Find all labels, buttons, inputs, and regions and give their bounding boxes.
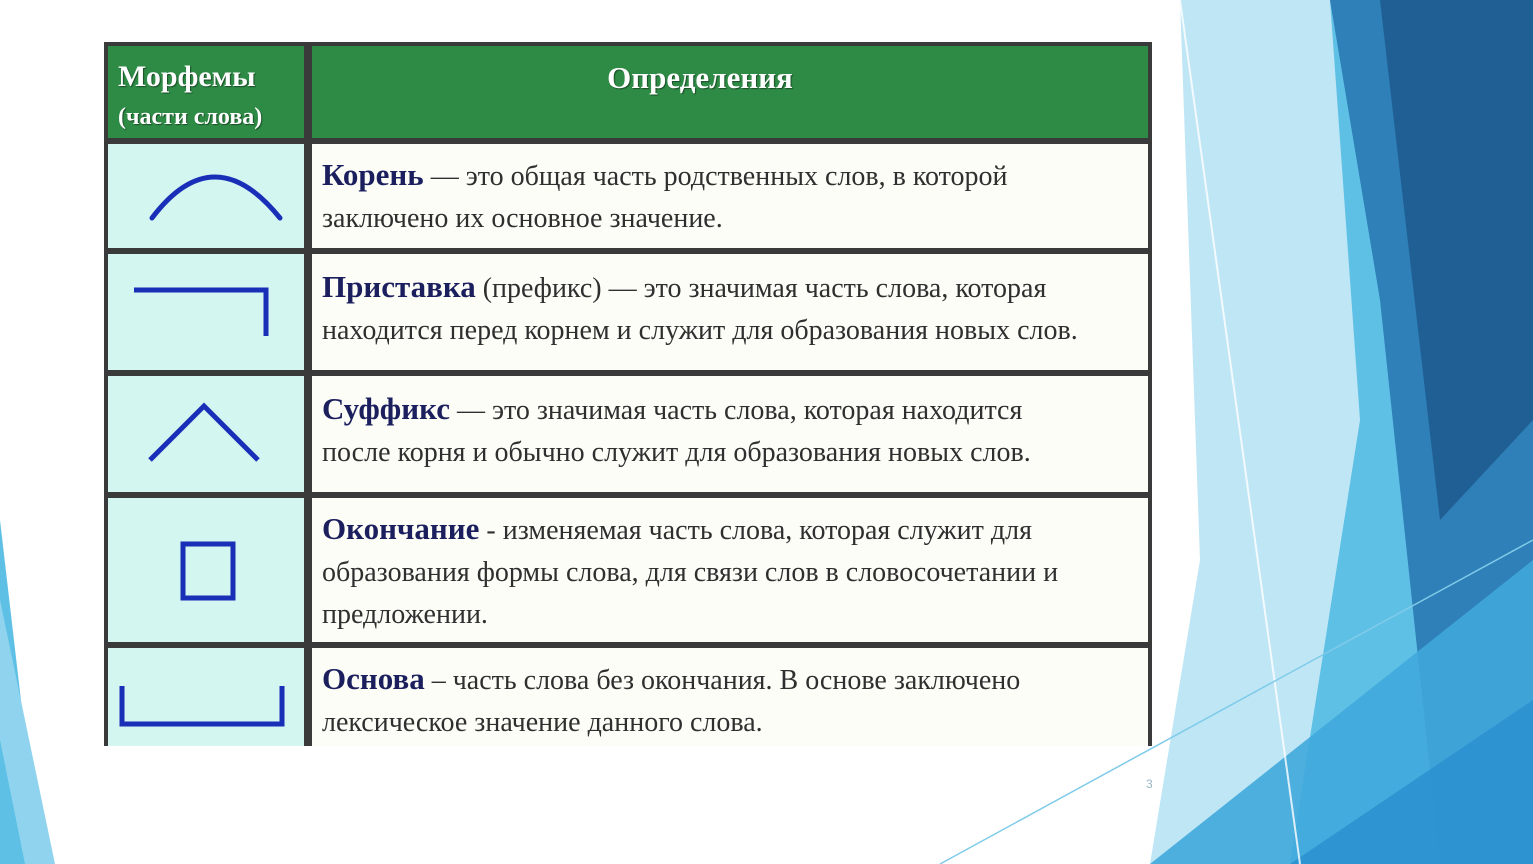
definition-prefix bbox=[322, 266, 1140, 352]
definition-root-line1: — это общая часть родственных слов, в которой bbox=[423, 161, 1008, 192]
header-morphemes-subtitle: (части слова) bbox=[118, 104, 263, 130]
definition-prefix-line2: находится перед корнем и служит для образования новых слов. bbox=[322, 315, 1078, 346]
stem-bracket-icon bbox=[108, 648, 304, 746]
term-root: Корень bbox=[322, 157, 424, 192]
term-ending: Окончание bbox=[322, 511, 480, 546]
ending-square-icon bbox=[108, 498, 304, 642]
symbol-cell-stem bbox=[108, 648, 304, 746]
header-definitions-cell bbox=[312, 46, 1148, 138]
definition-stem bbox=[322, 658, 1140, 744]
definition-root-line2: заключено их основное значение. bbox=[322, 203, 723, 234]
definition-ending-line3: предложении. bbox=[322, 599, 488, 630]
term-prefix: Приставка bbox=[322, 269, 476, 304]
symbol-cell-suffix bbox=[108, 376, 304, 492]
symbol-cell-ending bbox=[108, 498, 304, 642]
header-morphemes-title: Морфемы bbox=[118, 60, 256, 93]
definition-cell-root bbox=[312, 144, 1148, 248]
symbol-cell-prefix bbox=[108, 254, 304, 370]
prefix-bracket-icon bbox=[108, 254, 304, 370]
term-stem: Основа bbox=[322, 661, 425, 696]
definition-ending-line1: - изменяемая часть слова, которая служит для bbox=[479, 515, 1032, 546]
definition-stem-line2: лексическое значение данного слова. bbox=[322, 707, 763, 738]
definition-root bbox=[322, 154, 1140, 240]
header-morphemes-cell bbox=[108, 46, 304, 138]
header-definitions-title: Определения bbox=[607, 60, 793, 95]
definition-suffix-line2: после корня и обычно служит для образования новых слов. bbox=[322, 437, 1031, 468]
definition-ending bbox=[322, 508, 1140, 636]
definition-cell-ending bbox=[312, 498, 1148, 642]
root-arc-icon bbox=[108, 144, 304, 248]
term-suffix: Суффикс bbox=[322, 391, 450, 426]
definition-cell-stem bbox=[312, 648, 1148, 746]
definition-ending-line2: образования формы слова, для связи слов в словосочетании и bbox=[322, 557, 1059, 588]
page-number: 3 bbox=[1146, 777, 1153, 791]
definition-suffix bbox=[322, 388, 1140, 474]
definition-stem-line1: – часть слова без окончания. В основе заключено bbox=[424, 665, 1021, 696]
suffix-caret-icon bbox=[108, 376, 304, 492]
definition-suffix-line1: — это значимая часть слова, которая находится bbox=[449, 395, 1023, 426]
morpheme-table bbox=[104, 42, 1152, 746]
definition-cell-prefix bbox=[312, 254, 1148, 370]
definition-prefix-line1: (префикс) — это значимая часть слова, которая bbox=[475, 273, 1047, 304]
definition-cell-suffix bbox=[312, 376, 1148, 492]
symbol-cell-root bbox=[108, 144, 304, 248]
